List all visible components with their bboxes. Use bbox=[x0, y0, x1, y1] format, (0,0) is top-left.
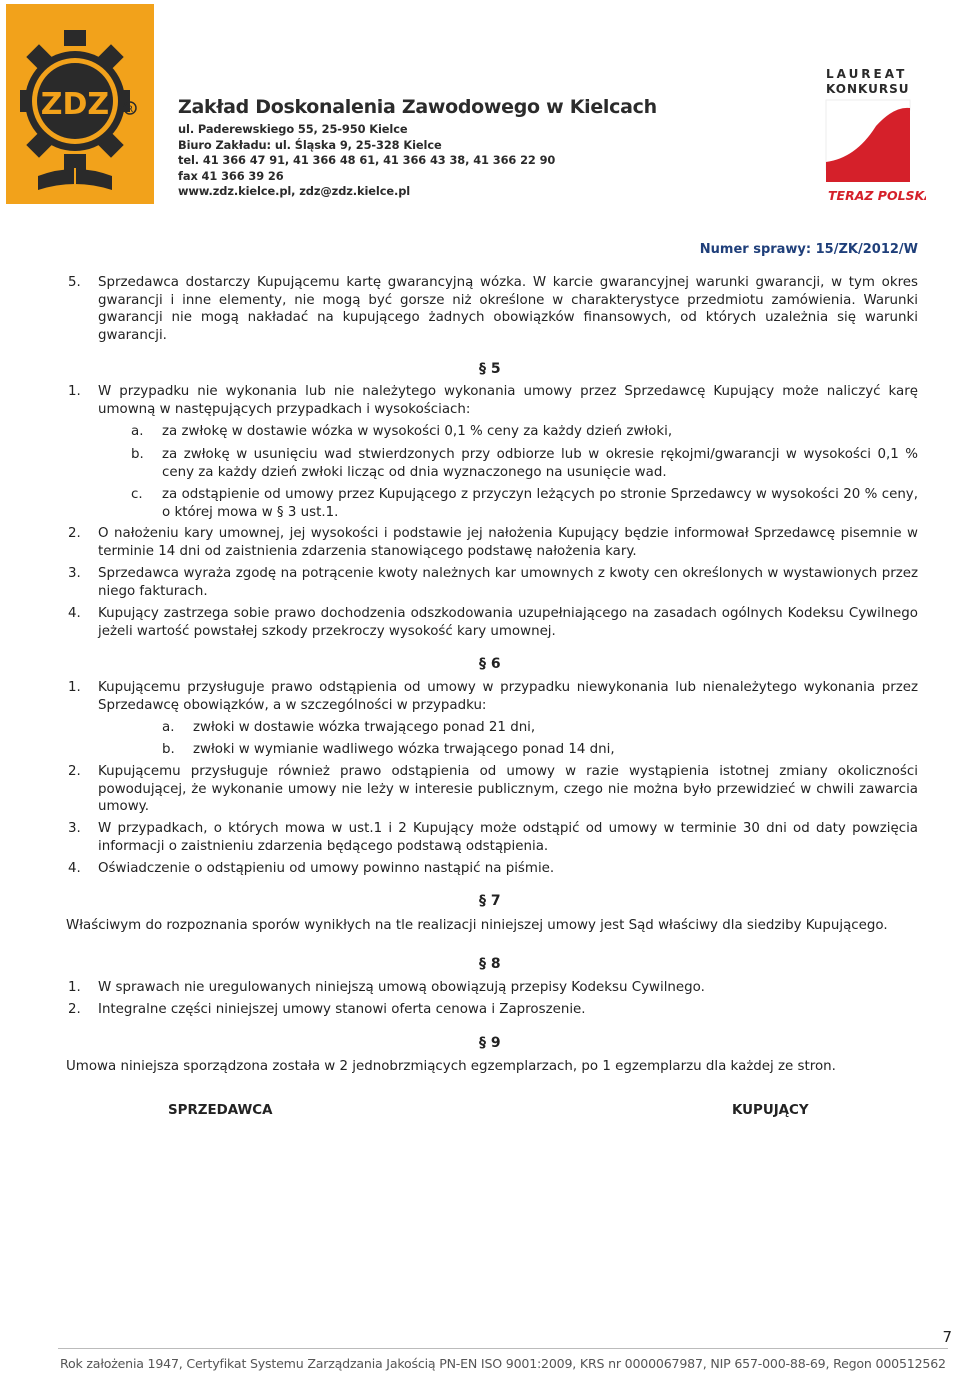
section-heading: § 9 bbox=[479, 1035, 501, 1051]
organization-name: Zakład Doskonalenia Zawodowego w Kielcach bbox=[178, 96, 657, 118]
sub-list-text: zwłoki w dostawie wózka trwającego ponad 21 dni, bbox=[193, 720, 536, 735]
section-heading: § 6 bbox=[479, 656, 501, 672]
award-line2: KONKURSU bbox=[826, 82, 910, 96]
address-line: fax 41 366 39 26 bbox=[178, 168, 284, 183]
sub-list-letter: b. bbox=[131, 447, 144, 462]
list-item-text: W przypadkach, o których mowa w ust.1 i 2 Kupujący może odstąpić od umowy w terminie 30 dni od daty powzięcia informacji o zaistnieniu zdarzenia będącego podstawą odstąpienia. bbox=[98, 821, 918, 854]
section-heading: § 5 bbox=[479, 361, 501, 377]
zdz-gear-book-emblem bbox=[6, 4, 154, 204]
organization-block bbox=[178, 96, 738, 200]
sub-list-letter: b. bbox=[162, 742, 175, 757]
svg-text:R: R bbox=[126, 105, 134, 115]
list-item-text: O nałożeniu kary umownej, jej wysokości i podstawie jej nałożenia Kupujący będzie informował Sprzedawcę pisemnie w terminie 14 dni od zaistnienia zdarzenia stanowiącego podstawę nałożenia kary. bbox=[98, 526, 918, 559]
seller-signature-label: SPRZEDAWCA bbox=[168, 1103, 273, 1118]
list-item-text: Kupującemu przysługuje również prawo odstąpienia od umowy w razie wystąpienia istotnej zmiany okoliczności powodującej, że wykonanie umowy nie leży w interesie publicznym, czego nie można było przewidzieć w chwili zawarcia umowy. bbox=[98, 764, 918, 814]
award-brand: TERAZ POLSKA bbox=[828, 188, 926, 203]
list-number: 4. bbox=[68, 606, 81, 621]
list-number: 2. bbox=[68, 1002, 81, 1017]
sub-list-text: za zwłokę w usunięciu wad stwierdzonych przy odbiorze lub w okresie rękojmi/gwarancji w wysokości 0,1 % ceny za każdy dzień zwłoki licząc od dnia wyznaczonego na usunięcie wad. bbox=[162, 447, 918, 480]
list-item-text: Sprzedawca wyraża zgodę na potrącenie kwoty należnych kar umownych z kwoty cen określonych w wystawionych przez niego fakturach. bbox=[98, 566, 918, 599]
zdz-logo bbox=[6, 4, 154, 204]
paragraph-text: Umowa niniejsza sporządzona została w 2 jednobrzmiących egzemplarzach, po 1 egzemplarzu dla każdej ze stron. bbox=[66, 1059, 836, 1074]
address-line: tel. 41 366 47 91, 41 366 48 61, 41 366 43 38, 41 366 22 90 bbox=[178, 153, 556, 168]
list-item-text: W sprawach nie uregulowanych niniejszą umową obowiązują przepisy Kodeksu Cywilnego. bbox=[98, 980, 705, 995]
list-number: 5. bbox=[68, 275, 81, 290]
footer-text: Rok założenia 1947, Certyfikat Systemu Zarządzania Jakością PN-EN ISO 9001:2009, KRS nr 0000067987, NIP 657-000-88-69, Regon 000512562 bbox=[60, 1356, 946, 1371]
case-number: Numer sprawy: 15/ZK/2012/W bbox=[699, 242, 918, 257]
list-number: 4. bbox=[68, 861, 81, 876]
list-item-text: Integralne części niniejszej umowy stanowi oferta cenowa i Zaproszenie. bbox=[98, 1002, 586, 1017]
sub-list-text: za odstąpienie od umowy przez Kupującego z przyczyn leżących po stronie Sprzedawcy w wysokości 20 % ceny, o której mowa w § 3 ust.1. bbox=[162, 487, 918, 520]
address-line: ul. Paderewskiego 55, 25-950 Kielce bbox=[178, 122, 408, 136]
buyer-signature-label: KUPUJĄCY bbox=[732, 1103, 809, 1118]
page-number: 7 bbox=[942, 1328, 952, 1346]
sub-list-text: zwłoki w wymianie wadliwego wózka trwającego ponad 14 dni, bbox=[193, 742, 615, 757]
list-item-text: Kupującemu przysługuje prawo odstąpienia od umowy w przypadku niewykonania lub nienależytego wykonania przez Sprzedawcę obowiązków, a w szczególności w przypadku: bbox=[98, 680, 918, 713]
sub-list-letter: c. bbox=[131, 487, 143, 502]
section-heading: § 8 bbox=[479, 956, 501, 972]
address-line: Biuro Zakładu: ul. Śląska 9, 25-328 Kielce bbox=[178, 137, 442, 152]
section-heading: § 7 bbox=[479, 893, 501, 909]
sub-list-letter: a. bbox=[162, 720, 175, 735]
award-line1: LAUREAT bbox=[826, 67, 908, 81]
list-item-text: Oświadczenie o odstąpieniu od umowy powinno nastąpić na piśmie. bbox=[98, 861, 555, 876]
list-number: 2. bbox=[68, 526, 81, 541]
teraz-polska-award-logo bbox=[806, 66, 926, 206]
list-number: 1. bbox=[68, 680, 81, 695]
footer-divider bbox=[58, 1348, 948, 1349]
list-number: 1. bbox=[68, 384, 81, 399]
address-line: www.zdz.kielce.pl, zdz@zdz.kielce.pl bbox=[178, 184, 411, 199]
list-number: 2. bbox=[68, 764, 81, 779]
list-number: 1. bbox=[68, 980, 81, 995]
list-number: 3. bbox=[68, 821, 81, 836]
paragraph-text: Sprzedawca dostarczy Kupującemu kartę gwarancyjną wózka. W karcie gwarancyjnej warunki gwarancji, w tym okres gwarancji i inne elementy, nie mogą być gorsze niż określone w charakterystyce przedmiotu zamówienia. Warunki gwarancji nie mogą nakładać na kupującego żadnych obowiązków finansowych, od których uzależnia się warunki gwarancji. bbox=[98, 275, 918, 343]
logo-text: ZDZ bbox=[40, 87, 110, 122]
list-number: 3. bbox=[68, 566, 81, 581]
sub-list-text: za zwłokę w dostawie wózka w wysokości 0,1 % ceny za każdy dzień zwłoki, bbox=[162, 424, 673, 439]
list-item-text: Kupujący zastrzega sobie prawo dochodzenia odszkodowania uzupełniającego na zasadach ogólnych Kodeksu Cywilnego jeżeli wartość powstałej szkody przekroczy wysokość kary umownej. bbox=[98, 606, 918, 639]
sub-list-letter: a. bbox=[131, 424, 144, 439]
paragraph-text: Właściwym do rozpoznania sporów wynikłych na tle realizacji niniejszej umowy jest Sąd właściwy dla siedziby Kupującego. bbox=[66, 918, 888, 933]
list-item-text: W przypadku nie wykonania lub nie należytego wykonania umowy przez Sprzedawcę Kupujący może naliczyć karę umowną w następujących przypadkach i wysokościach: bbox=[98, 384, 918, 417]
